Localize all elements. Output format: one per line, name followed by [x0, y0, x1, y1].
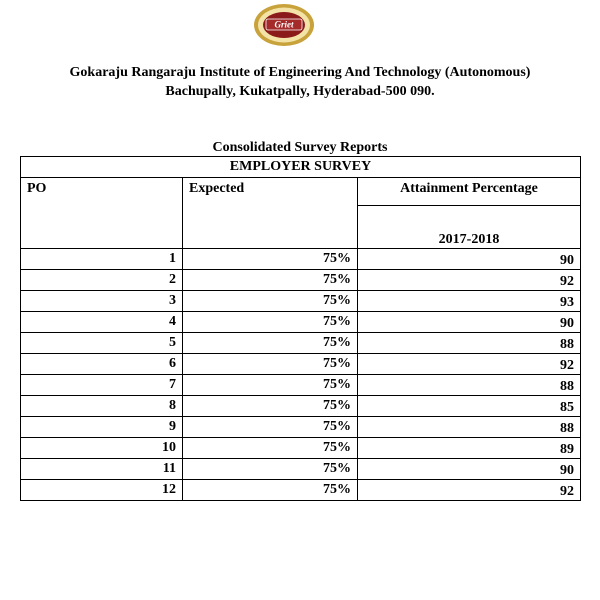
survey-table	[20, 156, 581, 501]
year-column-header: 2017-2018	[358, 206, 581, 249]
expected-column-header: Expected	[183, 178, 358, 249]
survey-title-row	[21, 157, 581, 178]
table-row	[21, 459, 581, 480]
po-number-cell: 1	[21, 249, 183, 270]
expected-cell: 75%	[183, 375, 358, 396]
column-header-row	[21, 178, 581, 206]
institute-address: Bachupally, Kukatpally, Hyderabad-500 090.	[165, 84, 435, 99]
po-number-cell: 8	[21, 396, 183, 417]
po-number-cell: 4	[21, 312, 183, 333]
po-number-cell: 5	[21, 333, 183, 354]
table-row	[21, 375, 581, 396]
attainment-value-cell: 90	[358, 459, 581, 480]
table-row	[21, 354, 581, 375]
expected-cell: 75%	[183, 354, 358, 375]
expected-cell: 75%	[183, 459, 358, 480]
expected-cell: 75%	[183, 480, 358, 501]
attainment-value-cell: 92	[358, 354, 581, 375]
survey-name: EMPLOYER SURVEY	[21, 157, 581, 178]
logo-text: Griet	[274, 19, 294, 30]
attainment-value-cell: 89	[358, 438, 581, 459]
table-row	[21, 333, 581, 354]
attainment-value-cell: 90	[358, 312, 581, 333]
expected-cell: 75%	[183, 396, 358, 417]
attainment-value-cell: 93	[358, 291, 581, 312]
table-row	[21, 480, 581, 501]
report-title: Consolidated Survey Reports	[212, 140, 388, 155]
po-column-header: PO	[21, 178, 183, 249]
expected-cell: 75%	[183, 270, 358, 291]
table-row	[21, 417, 581, 438]
po-number-cell: 12	[21, 480, 183, 501]
attainment-value-cell: 92	[358, 270, 581, 291]
po-number-cell: 9	[21, 417, 183, 438]
attainment-value-cell: 85	[358, 396, 581, 417]
po-number-cell: 3	[21, 291, 183, 312]
attainment-value-cell: 90	[358, 249, 581, 270]
expected-cell: 75%	[183, 438, 358, 459]
expected-cell: 75%	[183, 312, 358, 333]
attainment-value-cell: 88	[358, 375, 581, 396]
table-row	[21, 249, 581, 270]
expected-cell: 75%	[183, 291, 358, 312]
expected-cell: 75%	[183, 333, 358, 354]
po-number-cell: 10	[21, 438, 183, 459]
table-row	[21, 396, 581, 417]
expected-cell: 75%	[183, 417, 358, 438]
po-number-cell: 7	[21, 375, 183, 396]
table-row	[21, 438, 581, 459]
table-row	[21, 312, 581, 333]
po-number-cell: 2	[21, 270, 183, 291]
table-row	[21, 270, 581, 291]
attainment-value-cell: 88	[358, 417, 581, 438]
table-row	[21, 291, 581, 312]
attainment-column-header: Attainment Percentage	[358, 178, 581, 206]
po-number-cell: 6	[21, 354, 183, 375]
attainment-value-cell: 92	[358, 480, 581, 501]
expected-cell: 75%	[183, 249, 358, 270]
attainment-value-cell: 88	[358, 333, 581, 354]
institute-name: Gokaraju Rangaraju Institute of Engineering And Technology (Autonomous)	[69, 65, 531, 80]
institute-logo	[252, 2, 316, 48]
po-number-cell: 11	[21, 459, 183, 480]
